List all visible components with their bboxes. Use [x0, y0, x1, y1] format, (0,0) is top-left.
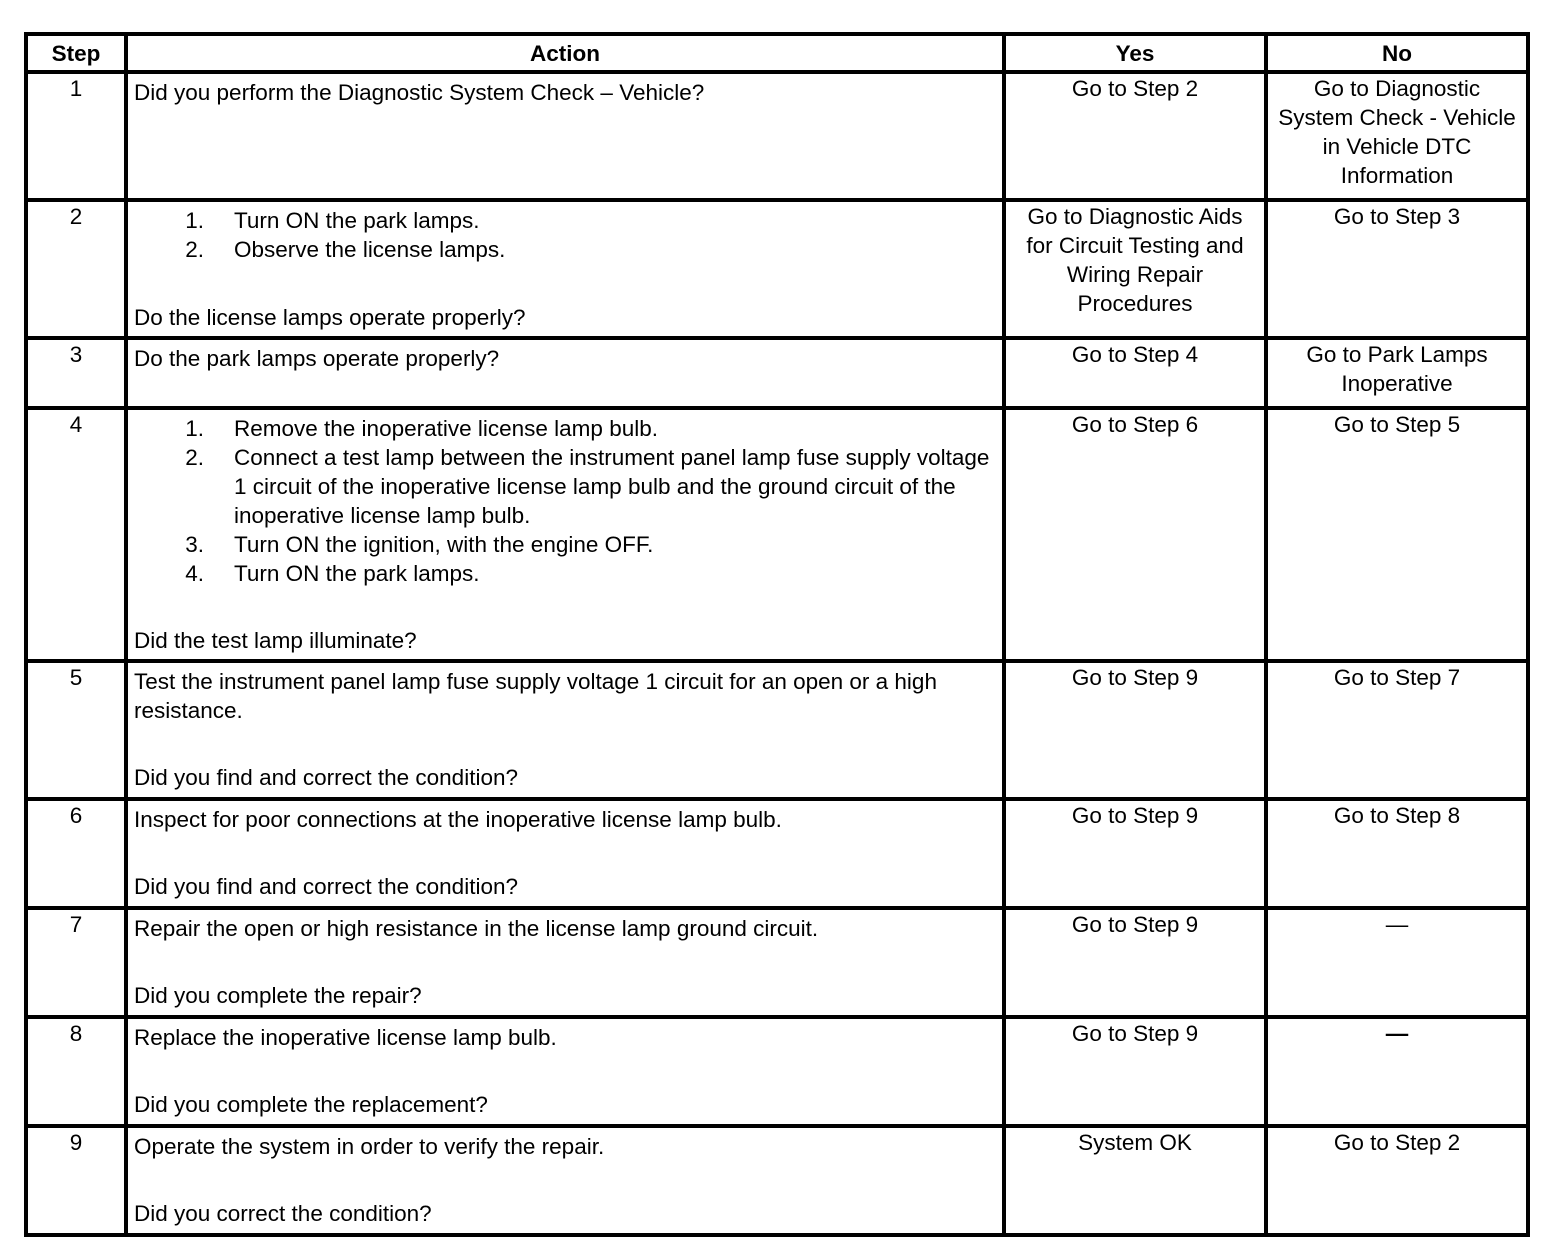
table-row [26, 200, 1528, 338]
step-number: 6 [26, 799, 126, 908]
action-cell [126, 408, 1004, 661]
step-number: 3 [26, 338, 126, 408]
action-question: Did you correct the condition? [134, 1201, 432, 1226]
table-row [26, 338, 1528, 408]
action-cell [126, 200, 1004, 338]
step-number: 1 [26, 72, 126, 200]
yes-cell: Go to Step 9 [1004, 661, 1266, 799]
list-item: 3. Turn ON the ignition, with the engine OFF. [185, 532, 654, 557]
no-cell: Go to Step 2 [1266, 1126, 1528, 1235]
action-text: Test the instrument panel lamp fuse supply voltage 1 circuit for an open or a high resistance. [134, 669, 937, 723]
step-number: 9 [26, 1126, 126, 1235]
header-step: Step [26, 34, 126, 72]
no-cell: Go to Diagnostic System Check - Vehicle in Vehicle DTC Information [1266, 72, 1528, 200]
step-number: 7 [26, 908, 126, 1017]
list-item: 1. Turn ON the park lamps. [185, 208, 480, 233]
yes-cell: System OK [1004, 1126, 1266, 1235]
table-row [26, 408, 1528, 661]
yes-cell: Go to Step 4 [1004, 338, 1266, 408]
step-number: 5 [26, 661, 126, 799]
table-row [26, 661, 1528, 799]
step-number: 8 [26, 1017, 126, 1126]
no-cell: Go to Step 5 [1266, 408, 1528, 661]
yes-cell: Go to Step 9 [1004, 1017, 1266, 1126]
table-row [26, 799, 1528, 908]
no-cell: — [1266, 908, 1528, 1017]
action-cell [126, 908, 1004, 1017]
no-cell: Go to Step 7 [1266, 661, 1528, 799]
no-cell: Go to Park Lamps Inoperative [1266, 338, 1528, 408]
yes-cell: Go to Step 9 [1004, 908, 1266, 1017]
no-cell: — [1266, 1017, 1528, 1126]
action-cell [126, 72, 1004, 200]
action-cell [126, 1017, 1004, 1126]
table-row [26, 1017, 1528, 1126]
action-cell [126, 338, 1004, 408]
action-question: Do the license lamps operate properly? [134, 305, 526, 330]
list-item: 2. Observe the license lamps. [185, 237, 506, 262]
action-cell [126, 799, 1004, 908]
list-item: 4. Turn ON the park lamps. [185, 561, 480, 586]
action-cell [126, 661, 1004, 799]
action-list [134, 414, 996, 588]
no-cell: Go to Step 8 [1266, 799, 1528, 908]
list-item: 2. Connect a test lamp between the instrument panel lamp fuse supply voltage 1 circuit of the inoperative license lamp bulb and the ground circuit of the inoperative license lamp bulb. [185, 445, 990, 528]
step-number: 4 [26, 408, 126, 661]
action-cell [126, 1126, 1004, 1235]
action-question: Did the test lamp illuminate? [134, 628, 417, 653]
table-row [26, 72, 1528, 200]
header-yes: Yes [1004, 34, 1266, 72]
yes-cell: Go to Step 6 [1004, 408, 1266, 661]
step-number: 2 [26, 200, 126, 338]
action-text: Did you perform the Diagnostic System Check – Vehicle? [134, 80, 705, 105]
header-action: Action [126, 34, 1004, 72]
list-item: 1. Remove the inoperative license lamp bulb. [185, 416, 658, 441]
table-row [26, 908, 1528, 1017]
action-question: Did you complete the replacement? [134, 1092, 488, 1117]
action-question: Did you find and correct the condition? [134, 765, 518, 790]
action-question: Did you complete the repair? [134, 983, 422, 1008]
action-text: Replace the inoperative license lamp bulb. [134, 1025, 557, 1050]
action-text: Do the park lamps operate properly? [134, 346, 500, 371]
header-row [26, 34, 1528, 72]
no-cell: Go to Step 3 [1266, 200, 1528, 338]
action-text: Operate the system in order to verify the repair. [134, 1134, 605, 1159]
action-list [134, 206, 996, 264]
yes-cell: Go to Step 2 [1004, 72, 1266, 200]
action-question: Did you find and correct the condition? [134, 874, 518, 899]
yes-cell: Go to Diagnostic Aids for Circuit Testing and Wiring Repair Procedures [1004, 200, 1266, 338]
action-text: Repair the open or high resistance in the license lamp ground circuit. [134, 916, 819, 941]
yes-cell: Go to Step 9 [1004, 799, 1266, 908]
table-row [26, 1126, 1528, 1235]
diagnostic-table [24, 32, 1530, 1237]
header-no: No [1266, 34, 1528, 72]
action-text: Inspect for poor connections at the inoperative license lamp bulb. [134, 807, 782, 832]
